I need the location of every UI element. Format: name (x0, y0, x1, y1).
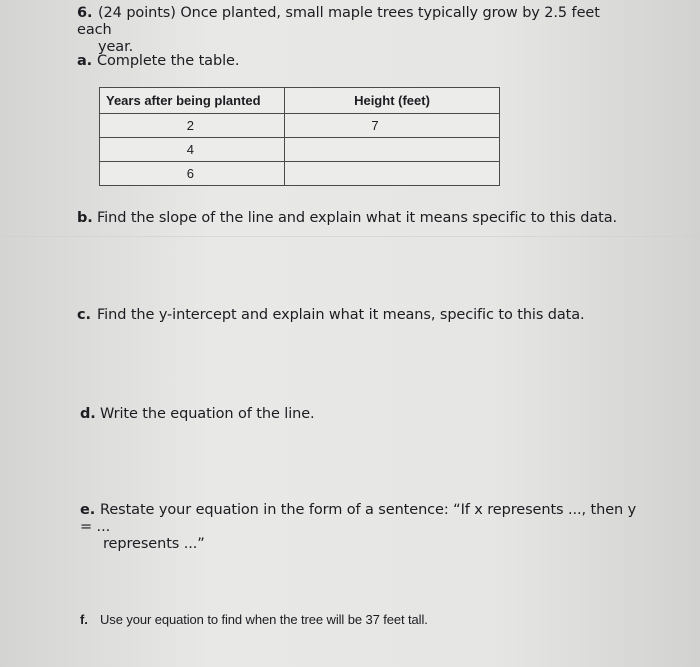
part-c (77, 307, 585, 324)
part-e-letter: e. (80, 502, 96, 518)
part-b (77, 210, 617, 227)
cell-height[interactable]: 7 (285, 114, 500, 138)
cell-years: 6 (100, 162, 285, 186)
part-f (80, 611, 428, 628)
part-d-letter: d. (80, 406, 96, 422)
part-c-text: Find the y-intercept and explain what it means, specific to this data. (97, 307, 585, 323)
question-text-line2: year. (98, 39, 134, 55)
question-6 (77, 5, 637, 56)
question-text-line1: Once planted, small maple trees typically grow by 2.5 feet each (77, 5, 600, 38)
part-e (80, 502, 640, 553)
part-a-letter: a. (77, 53, 93, 69)
question-points: (24 points) (98, 5, 176, 21)
part-a (77, 53, 239, 70)
part-b-text: Find the slope of the line and explain what it means specific to this data. (97, 210, 617, 226)
table-row (100, 114, 500, 138)
paper-fold-divider (0, 236, 700, 237)
cell-years: 2 (100, 114, 285, 138)
part-b-letter: b. (77, 210, 93, 226)
table-row (100, 162, 500, 186)
part-d-text: Write the equation of the line. (100, 406, 315, 422)
table-header-row (100, 88, 500, 114)
growth-table (99, 87, 500, 186)
header-years: Years after being planted (100, 88, 285, 114)
part-e-text-line2: represents ...” (103, 536, 205, 552)
cell-years: 4 (100, 138, 285, 162)
cell-height[interactable] (285, 138, 500, 162)
cell-height[interactable] (285, 162, 500, 186)
header-height: Height (feet) (285, 88, 500, 114)
part-f-text: Use your equation to find when the tree will be 37 feet tall. (100, 612, 428, 627)
part-c-letter: c. (77, 307, 91, 323)
question-number: 6. (77, 5, 93, 21)
part-a-text: Complete the table. (97, 53, 240, 69)
part-e-text-line1: Restate your equation in the form of a sentence: “If x represents ..., then y = ... (80, 502, 637, 535)
part-f-letter: f. (80, 612, 88, 627)
part-d (80, 406, 315, 423)
table-row (100, 138, 500, 162)
